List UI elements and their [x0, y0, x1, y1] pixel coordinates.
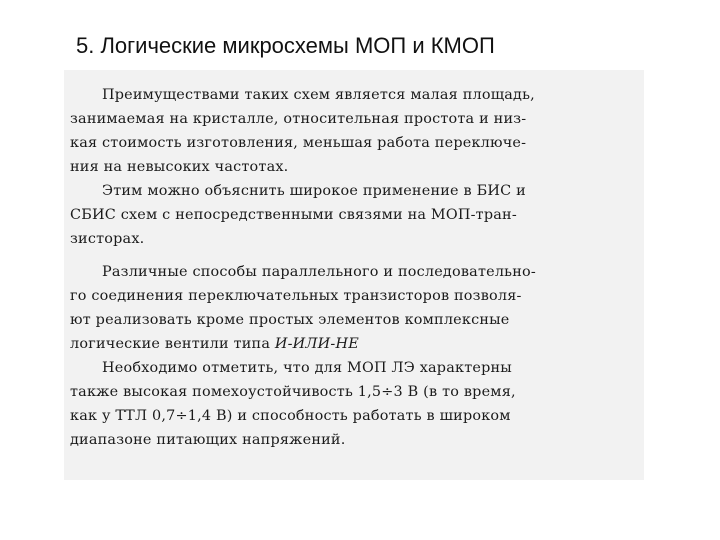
- text-line: диапазоне питающих напряжений.: [70, 432, 346, 448]
- text-line: занимаемая на кристалле, относительная простота и низ-: [70, 111, 527, 127]
- text-line: Этим можно объяснить широкое применение в БИС и: [102, 183, 526, 199]
- paragraph-advantages: [70, 83, 630, 251]
- text-line: ют реализовать кроме простых элементов комплексные: [70, 312, 510, 328]
- slide-title: 5. Логические микросхемы МОП и КМОП: [76, 33, 495, 58]
- text-line-start: логические вентили типа: [70, 336, 275, 352]
- text-line: Различные способы параллельного и последовательно-: [102, 264, 536, 280]
- paragraph-connections: [70, 260, 630, 452]
- text-line: го соединения переключательных транзисторов позволя-: [70, 288, 522, 304]
- text-line: также высокая помехоустойчивость 1,5÷3 В (в то время,: [70, 384, 516, 400]
- text-line: ния на невысоких частотах.: [70, 159, 289, 175]
- text-line: Преимуществами таких схем является малая площадь,: [102, 87, 535, 103]
- text-line: Необходимо отметить, что для МОП ЛЭ характерны: [102, 360, 512, 376]
- gate-type-term: И-ИЛИ-НЕ: [274, 336, 359, 352]
- text-line: как у ТТЛ 0,7÷1,4 В) и способность работать в широком: [70, 408, 511, 424]
- text-line: зисторах.: [70, 231, 145, 247]
- text-line: [70, 332, 630, 356]
- text-line: кая стоимость изготовления, меньшая работа переключе-: [70, 135, 527, 151]
- text-line: СБИС схем с непосредственными связями на МОП-тран-: [70, 207, 517, 223]
